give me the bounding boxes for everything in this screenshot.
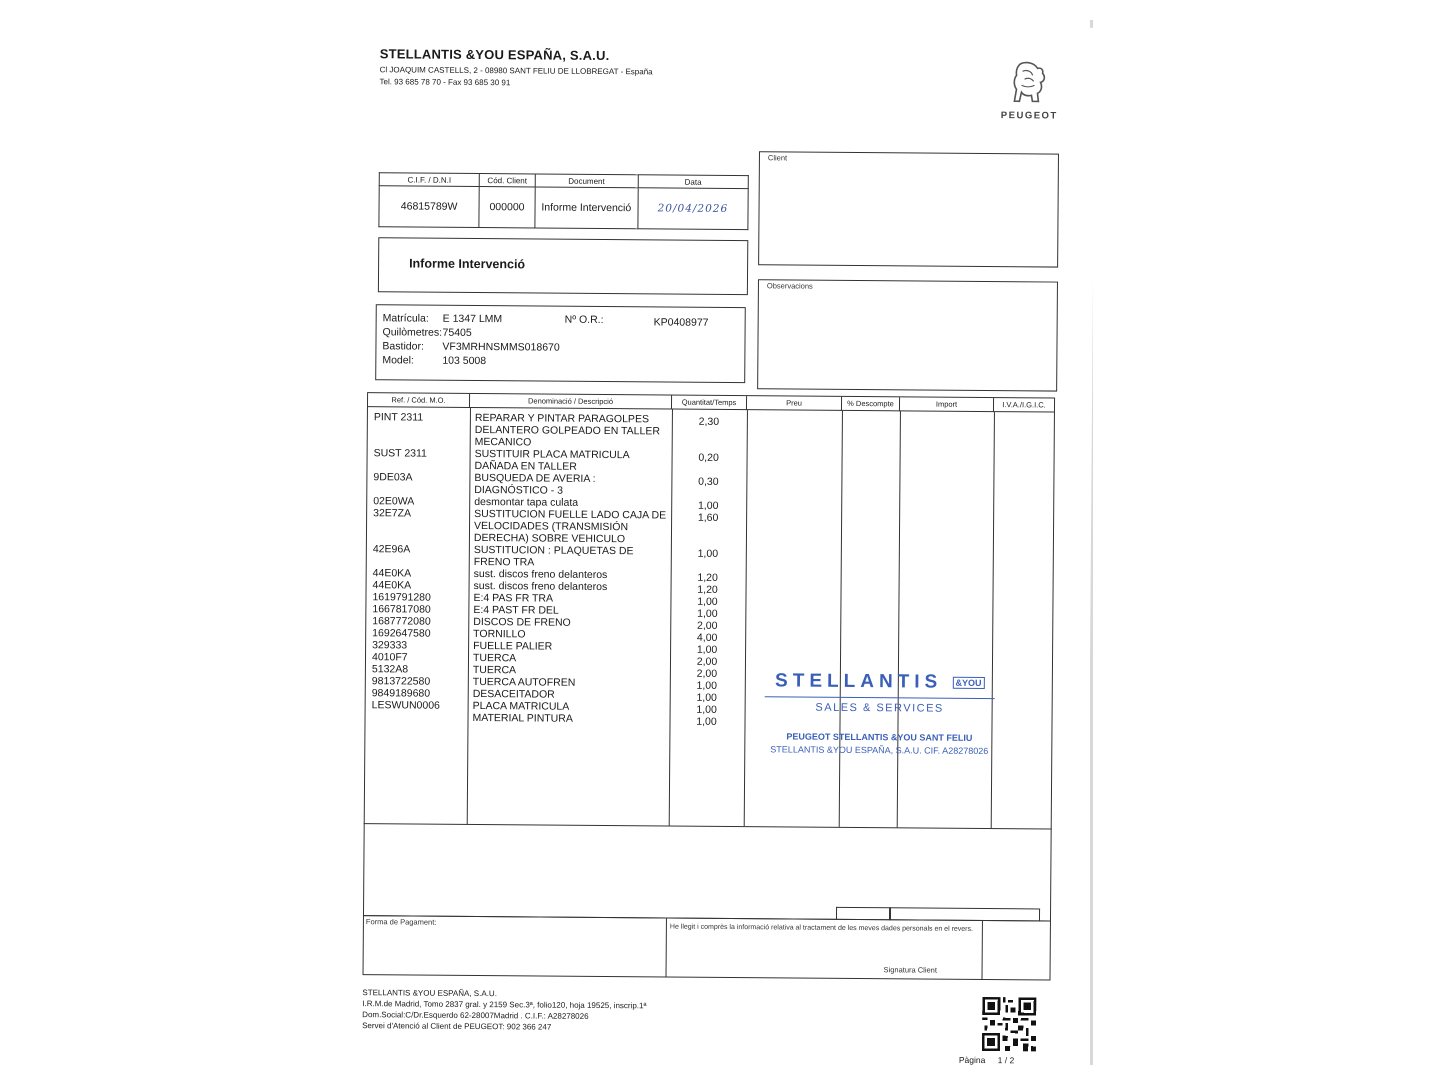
line-description: SUSTITUIR PLACA MATRICULA DAÑADA EN TALLER <box>474 447 630 473</box>
line-quantity: 1,00 <box>696 643 718 656</box>
km-value: 75405 <box>442 326 472 339</box>
line-description: sust. discos freno delanteros <box>473 579 608 594</box>
line-quantity: 0,20 <box>698 451 719 464</box>
peugeot-logo <box>984 59 1074 122</box>
amount-column-header: Import <box>900 397 994 412</box>
stamp-company-cif: STELLANTIS &YOU ESPAÑA, S.A.U. CIF. A28278026 <box>770 744 989 757</box>
qty-column-header: Quantitat/Temps <box>672 396 747 411</box>
cif-value: 46815789W <box>379 186 479 228</box>
page-value: 1 / 2 <box>997 1055 1015 1066</box>
line-quantity: 2,00 <box>696 655 718 668</box>
line-quantity: 1,60 <box>697 511 719 524</box>
header-table <box>378 172 748 230</box>
observations-box <box>757 279 1058 391</box>
line-quantity: 1,00 <box>696 691 717 704</box>
line-ref: 4010F7 <box>371 651 408 664</box>
line-ref: 9813722580 <box>371 675 431 688</box>
line-ref: 44E0KA <box>372 579 412 592</box>
privacy-text: He llegit i comprès la informació relativa al tractament de les meves dades personals en el revers. <box>669 923 974 933</box>
line-ref: 02E0WA <box>373 495 415 508</box>
line-quantity: 0,30 <box>698 475 719 488</box>
line-description: MATERIAL PINTURA <box>472 711 573 725</box>
line-quantity: 2,00 <box>697 619 718 632</box>
footer-line: Servei d'Atenció al Client de PEUGEOT: 902 366 247 <box>362 1021 552 1032</box>
column-divider <box>467 408 471 824</box>
vehicle-box <box>375 304 746 383</box>
order-label: Nº O.R.: <box>564 313 604 327</box>
line-ref: 1619791280 <box>372 591 431 604</box>
vat-column-header: I.V.A./I.G.I.C. <box>994 398 1054 412</box>
order-value: KP0408977 <box>653 316 709 329</box>
line-ref: 1692647580 <box>372 627 431 640</box>
line-description: SUSTITUCION : PLAQUETAS DE FRENO TRA <box>473 543 634 569</box>
line-ref: 5132A8 <box>371 663 409 676</box>
payment-label: Forma de Pagament: <box>365 917 437 927</box>
lines-table <box>364 392 1055 829</box>
box-divider <box>666 919 667 977</box>
stamp-divider <box>765 696 995 699</box>
line-ref: 32E7ZA <box>373 507 412 520</box>
line-quantity: 1,20 <box>697 571 718 584</box>
stamp-subtitle: SALES & SERVICES <box>815 701 944 715</box>
line-ref: 9DE03A <box>373 471 413 484</box>
stamp-logo-text: STELLANTIS <box>775 670 943 693</box>
footer-line: Dom.Social:C/Dr.Esquerdo 62-28007Madrid . C.I.F.: A28278026 <box>362 1010 589 1021</box>
discount-column-header: % Descompte <box>842 397 900 411</box>
dealer-stamp <box>764 670 995 756</box>
line-ref: 329333 <box>372 639 408 652</box>
line-quantity: 1,00 <box>697 595 718 608</box>
line-quantity: 1,00 <box>697 547 719 560</box>
date-header: Data <box>638 175 748 189</box>
page-indicator <box>959 1055 1014 1065</box>
signature-label: Signatura Client <box>883 965 937 975</box>
price-column-header: Preu <box>747 396 842 411</box>
footer-line: I.R.M.de Madrid, Tomo 2837 gral. y 2159 Sec.3ª, folio120, hoja 19525, inscrip.1ª <box>362 999 647 1011</box>
line-description: FUELLE PALIER <box>473 639 553 653</box>
model-value: 103 5008 <box>442 354 487 368</box>
payment-signature-box <box>363 915 1051 980</box>
footer-legal <box>362 987 647 1033</box>
doc-title: Informe Intervenció <box>409 256 526 272</box>
line-description: TORNILLO <box>473 627 526 641</box>
line-description: BUSQUEDA DE AVERIA : DIAGNÓSTICO - 3 <box>474 471 596 497</box>
cif-header: C.I.F. / D.N.I <box>379 173 479 187</box>
client-code-header: Cód. Client <box>479 174 535 187</box>
column-divider <box>991 412 995 828</box>
page-label: Pàgina <box>958 1054 986 1066</box>
vehicle-labels <box>382 311 442 367</box>
qr-code-icon <box>982 997 1036 1051</box>
line-quantity: 4,00 <box>696 631 718 644</box>
line-quantity: 1,00 <box>697 499 719 512</box>
line-description: REPARAR Y PINTAR PARAGOLPES DELANTERO GOLPEADO EN TALLER MECANICO <box>474 411 661 449</box>
stamp-logo-badge: &YOU <box>953 677 985 689</box>
line-ref: LESWUN0006 <box>371 699 440 712</box>
line-quantity: 1,20 <box>697 583 718 596</box>
invoice-page <box>342 22 1095 1076</box>
line-quantity: 1,00 <box>697 607 718 620</box>
column-divider <box>897 411 901 827</box>
line-ref: 9849189680 <box>371 687 431 700</box>
line-ref: 42E96A <box>372 543 411 556</box>
doc-title-box <box>378 237 748 295</box>
line-quantity: 1,00 <box>696 679 718 692</box>
vehicle-values <box>442 312 560 369</box>
company-address-block <box>379 64 652 90</box>
plate-label: Matrícula: <box>382 312 429 325</box>
line-quantity: 1,00 <box>696 715 717 728</box>
line-description: desmontar tapa culata <box>474 495 579 509</box>
line-quantity: 2,00 <box>696 667 718 680</box>
line-ref: PINT 2311 <box>373 411 424 424</box>
line-description: E:4 PAST FR DEL <box>473 603 559 617</box>
column-divider <box>744 410 748 826</box>
document-value: Informe Intervenció <box>535 187 638 229</box>
line-ref: 1667817080 <box>372 603 431 616</box>
line-description: sust. discos freno delanteros <box>473 567 608 582</box>
chassis-label: Bastidor: <box>382 340 424 353</box>
line-description: PLACA MATRICULA <box>472 699 570 713</box>
date-value: 20/04/2026 <box>638 188 749 230</box>
line-ref: SUST 2311 <box>373 447 427 460</box>
company-name: STELLANTIS &YOU ESPAÑA, S.A.U. <box>379 46 610 64</box>
company-address: Cl JOAQUIM CASTELLS, 2 - 08980 SANT FELIU DE LLOBREGAT - España <box>379 65 653 77</box>
stamp-logo <box>765 670 995 694</box>
totals-area <box>363 823 1052 921</box>
line-ref: 44E0KA <box>372 567 412 580</box>
client-box <box>758 151 1059 267</box>
km-label: Quilòmetres: <box>382 326 443 339</box>
footer-line: STELLANTIS &YOU ESPAÑA, S.A.U. <box>362 988 497 999</box>
plate-value: E 1347 LMM <box>442 312 503 326</box>
ref-column-header: Ref. / Cód. M.O. <box>368 393 470 408</box>
chassis-value: VF3MRHNSMMS018670 <box>442 340 560 354</box>
line-quantity: 1,00 <box>696 703 717 716</box>
line-description: DISCOS DE FRENO <box>473 615 571 629</box>
model-label: Model: <box>382 354 414 367</box>
column-divider <box>839 411 843 827</box>
brand-name: PEUGEOT <box>1000 110 1058 122</box>
document-header: Document <box>535 174 638 188</box>
line-description: TUERCA <box>472 651 517 665</box>
client-label: Client <box>767 153 788 163</box>
line-description: TUERCA AUTOFREN <box>472 675 576 689</box>
observations-label: Observacions <box>766 281 813 291</box>
desc-column-header: Denominació / Descripció <box>470 394 672 410</box>
lion-icon <box>1007 59 1051 105</box>
stamp-dealer-name: PEUGEOT STELLANTIS &YOU SANT FELIU <box>786 731 973 743</box>
company-phone: Tel. 93 685 78 70 - Fax 93 685 30 91 <box>379 77 511 88</box>
line-description: SUSTITUCION FUELLE LADO CAJA DE VELOCIDADES (TRANSMISIÓN DERECHA) SOBRE VEHICULO <box>473 507 667 546</box>
line-description: TUERCA <box>472 663 517 677</box>
line-ref: 1687772080 <box>372 615 431 628</box>
client-code-value: 000000 <box>479 187 535 228</box>
box-divider <box>982 921 983 979</box>
line-description: E:4 PAS FR TRA <box>473 591 554 605</box>
line-description: DESACEITADOR <box>472 687 555 701</box>
line-quantity: 2,30 <box>698 415 720 428</box>
